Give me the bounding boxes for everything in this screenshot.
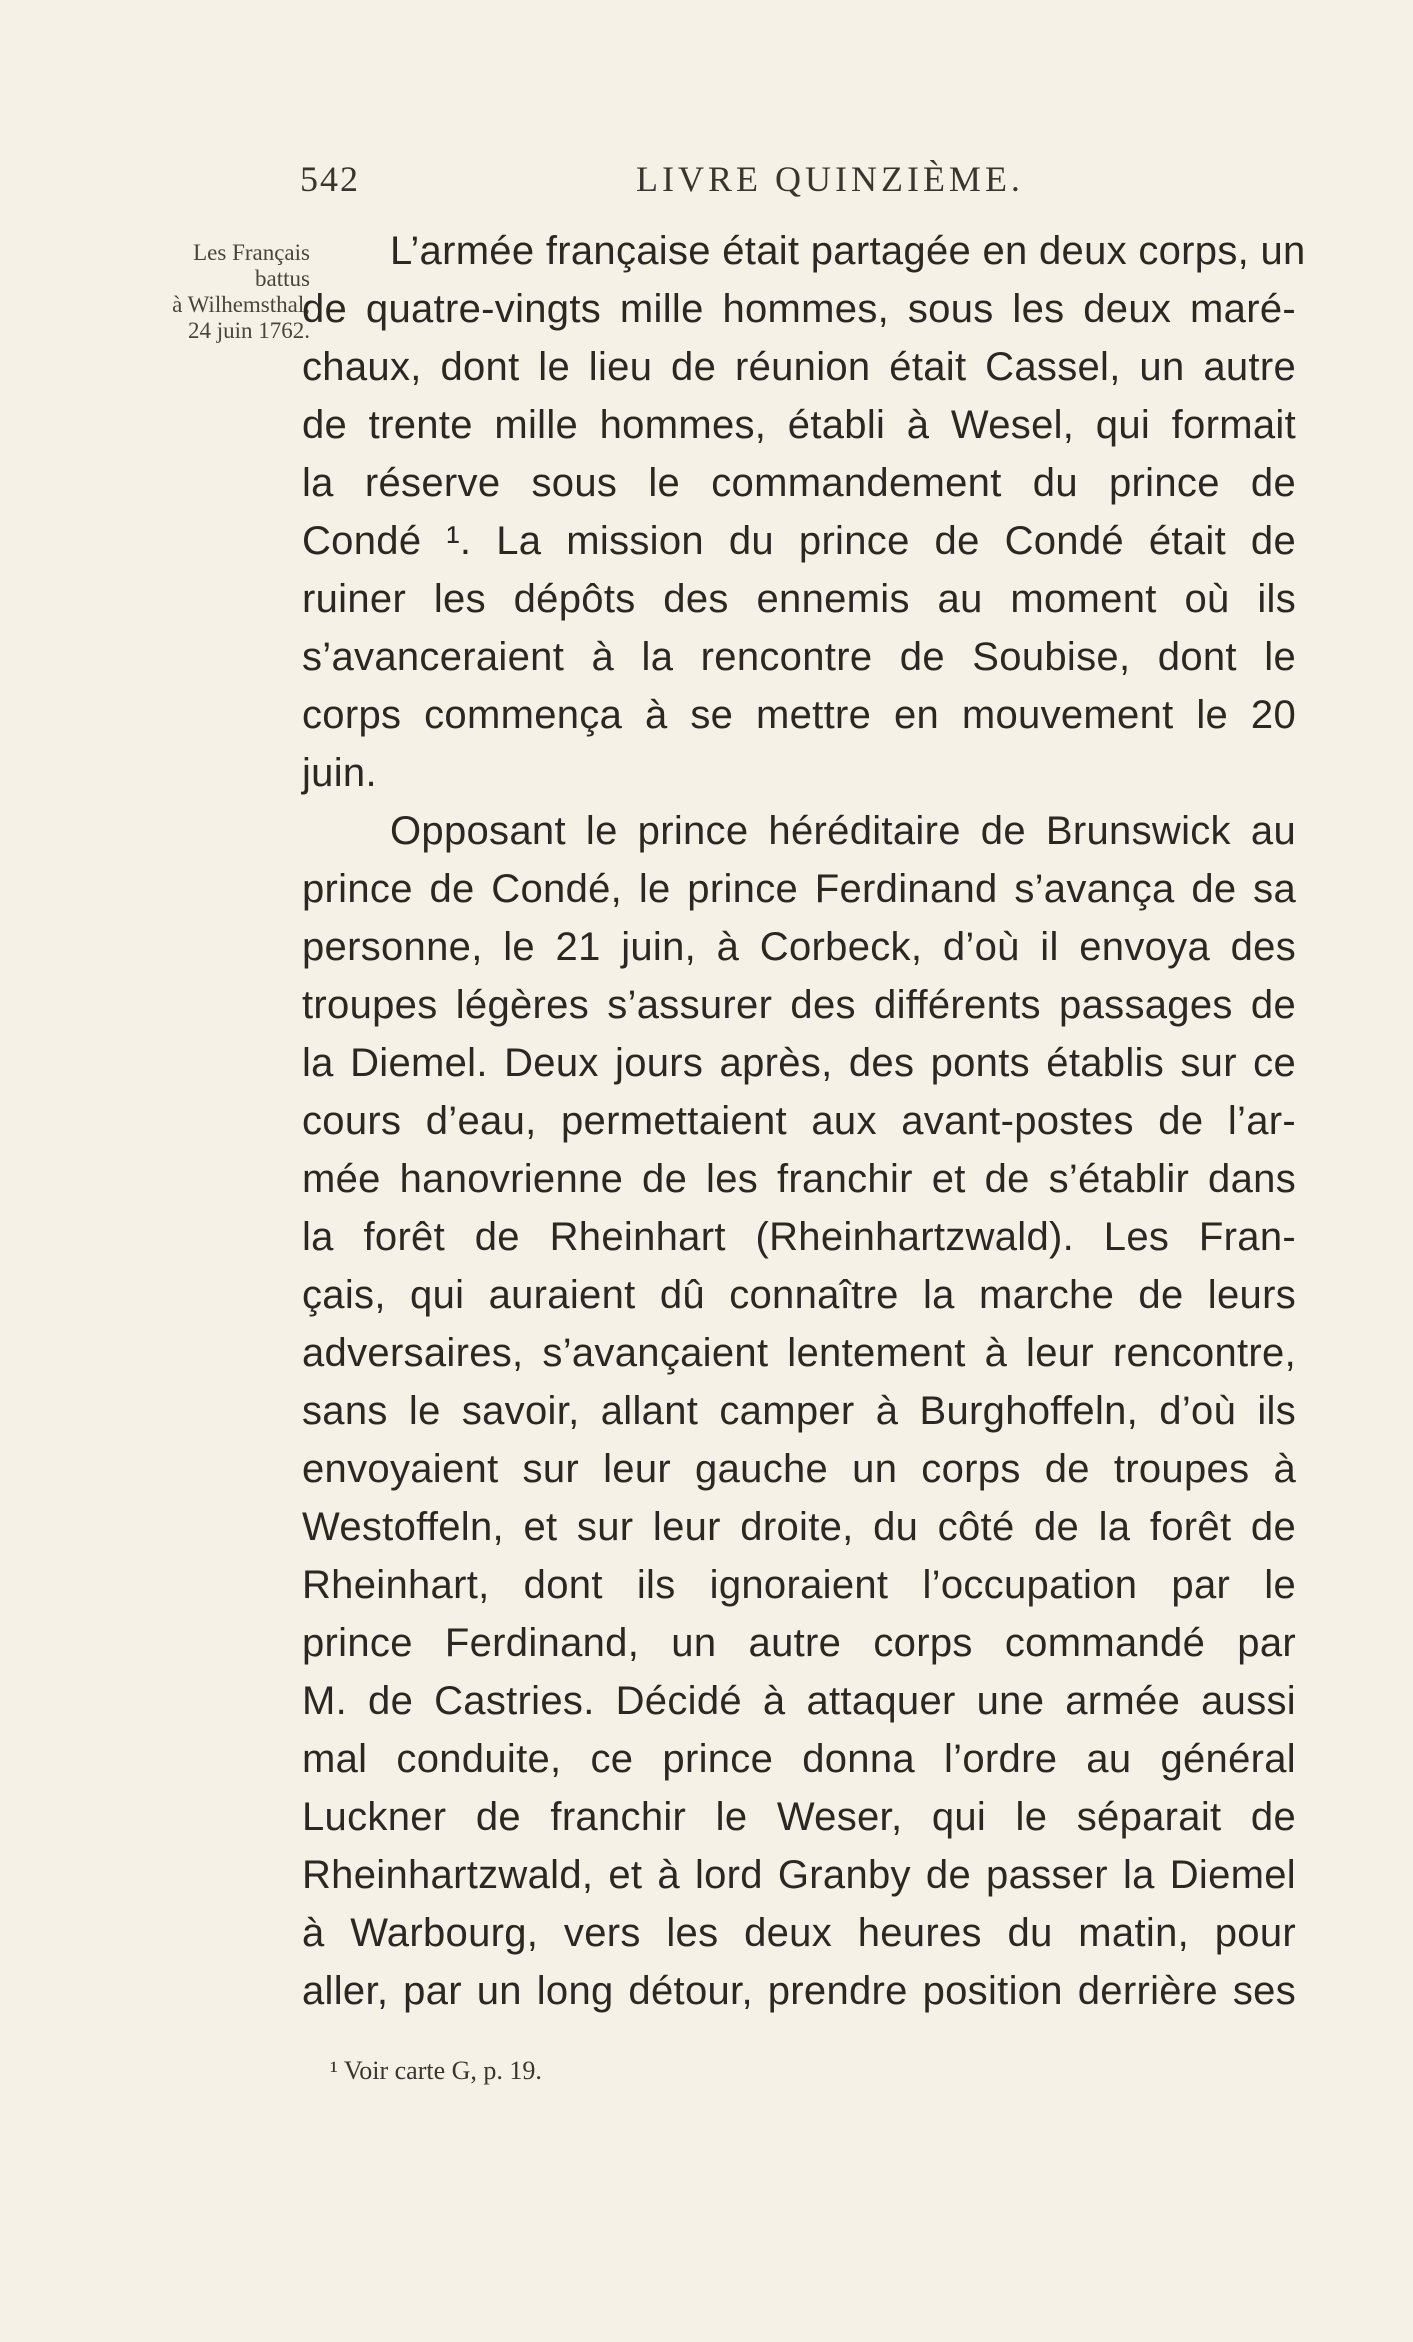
text-line: la forêt de Rheinhart (Rheinhartzwald). Les Fran- <box>302 1215 1296 1259</box>
text-line: çais, qui auraient dû connaître la marche de leurs <box>302 1273 1296 1317</box>
text-line: cours d’eau, permettaient aux avant-postes de l’ar- <box>302 1099 1296 1143</box>
margin-note-line: à Wilhemsthal, <box>172 292 310 317</box>
text-line: Opposant le prince héréditaire de Brunswick au <box>390 809 1296 853</box>
text-line: à Warbourg, vers les deux heures du matin, pour <box>302 1911 1296 1955</box>
footnote: ¹ Voir carte G, p. 19. <box>330 2056 542 2085</box>
text-line: troupes légères s’assurer des différents passages de <box>302 983 1296 1027</box>
text-line: Luckner de franchir le Weser, qui le séparait de <box>302 1795 1296 1839</box>
text-line: L’armée française était partagée en deux corps, un <box>390 229 1306 273</box>
body-text <box>302 222 1306 2020</box>
text-line: Westoffeln, et sur leur droite, du côté de la forêt de <box>302 1505 1296 1549</box>
paragraph-2 <box>302 802 1296 2020</box>
margin-note-line: battus <box>255 266 310 291</box>
text-line: Rheinhart, dont ils ignoraient l’occupation par le <box>302 1563 1296 1607</box>
text-line: de trente mille hommes, établi à Wesel, qui formait <box>302 403 1296 447</box>
text-line: Condé ¹. La mission du prince de Condé était de <box>302 519 1296 563</box>
text-line: sans le savoir, allant camper à Burghoffeln, d’où ils <box>302 1389 1296 1433</box>
text-line: mal conduite, ce prince donna l’ordre au général <box>302 1737 1296 1781</box>
text-line: mée hanovrienne de les franchir et de s’établir dans <box>302 1157 1296 1201</box>
text-line: envoyaient sur leur gauche un corps de troupes à <box>302 1447 1296 1491</box>
text-line: de quatre-vingts mille hommes, sous les deux maré- <box>302 287 1296 331</box>
text-line: ruiner les dépôts des ennemis au moment où ils <box>302 577 1296 621</box>
text-line: M. de Castries. Décidé à attaquer une armée aussi <box>302 1679 1296 1723</box>
text-line: la Diemel. Deux jours après, des ponts établis sur ce <box>302 1041 1296 1085</box>
text-line: s’avanceraient à la rencontre de Soubise, dont le <box>302 635 1296 679</box>
text-line: corps commença à se mettre en mouvement le 20 <box>302 693 1296 737</box>
paragraph-1 <box>302 222 1306 802</box>
margin-note-line: 24 juin 1762. <box>187 318 310 343</box>
text-line: prince Ferdinand, un autre corps commandé par <box>302 1621 1296 1665</box>
text-line: Rheinhartzwald, et à lord Granby de passer la Diemel <box>302 1853 1296 1897</box>
text-line: juin. <box>302 751 377 795</box>
text-line: chaux, dont le lieu de réunion était Cassel, un autre <box>302 345 1296 389</box>
text-line: personne, le 21 juin, à Corbeck, d’où il envoya des <box>302 925 1296 969</box>
text-line: adversaires, s’avançaient lentement à leur rencontre, <box>302 1331 1296 1375</box>
margin-note-line: Les Français <box>193 240 310 265</box>
text-line: la réserve sous le commandement du prince de <box>302 461 1296 505</box>
running-title: LIVRE QUINZIÈME. <box>636 159 1024 199</box>
page-header <box>300 158 1300 208</box>
text-line: aller, par un long détour, prendre position derrière ses <box>302 1969 1296 2013</box>
page-number: 542 <box>300 159 360 199</box>
text-line: prince de Condé, le prince Ferdinand s’avança de sa <box>302 867 1296 911</box>
margin-note <box>60 240 310 344</box>
